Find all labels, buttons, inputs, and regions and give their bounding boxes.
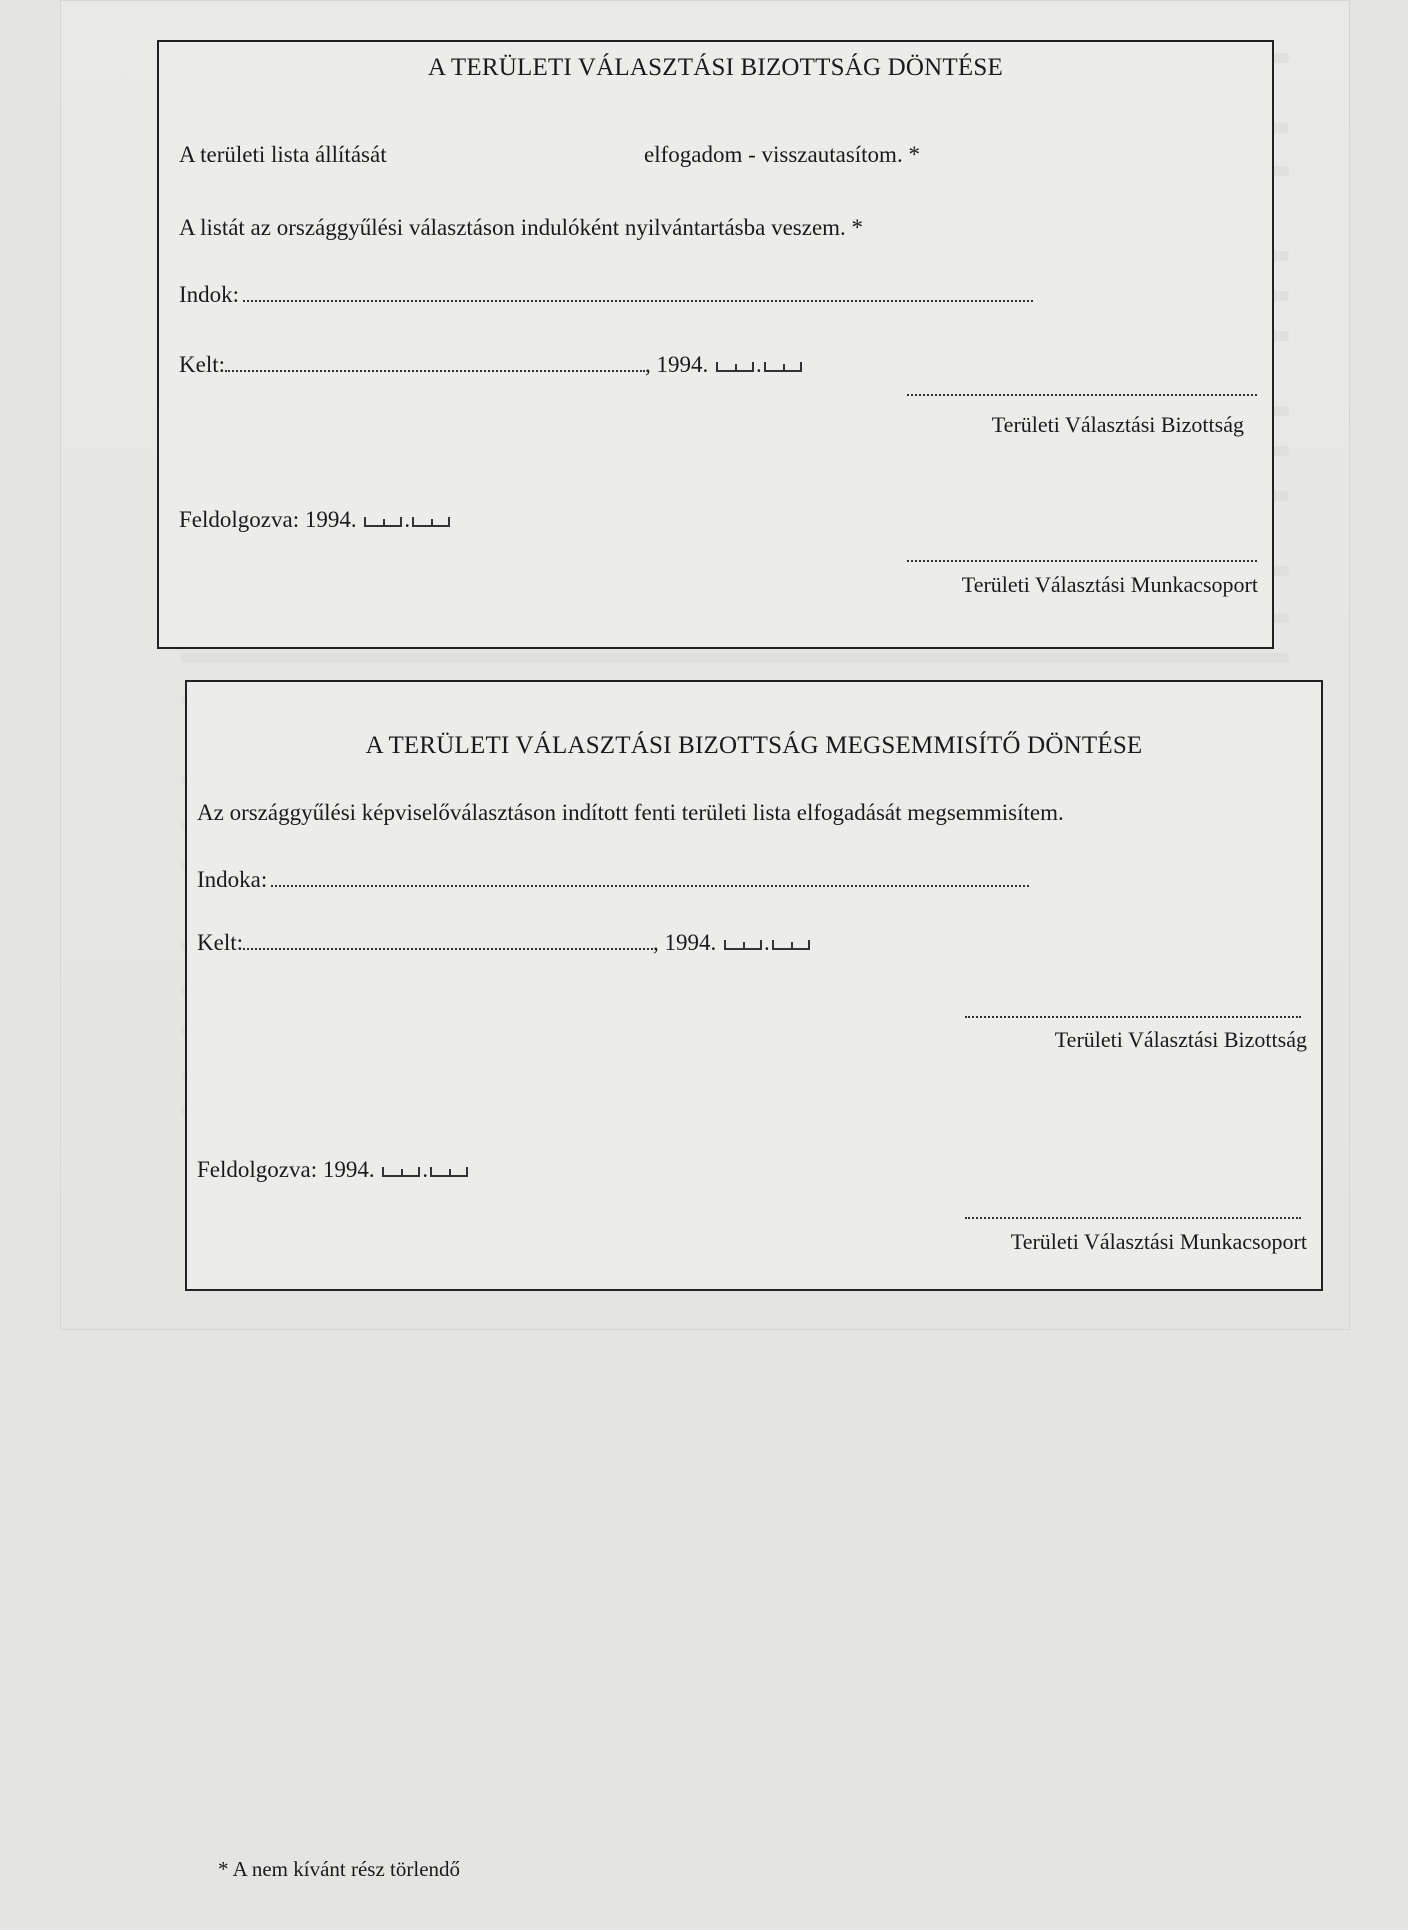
processed-month-box[interactable] — [364, 517, 402, 527]
list-acceptance-options[interactable]: elfogadom - visszautasítom. * — [644, 142, 920, 167]
annulment-processed-day-box[interactable] — [430, 1167, 468, 1177]
processed-day-box[interactable] — [412, 517, 450, 527]
annulment-box — [185, 680, 1323, 1291]
workgroup-signature-line[interactable] — [907, 560, 1257, 562]
workgroup-signature-label: Területi Választási Munkacsoport — [961, 572, 1258, 597]
committee-signature-line[interactable] — [907, 394, 1257, 396]
annulment-title: A TERÜLETI VÁLASZTÁSI BIZOTTSÁG MEGSEMMISÍTŐ DÖNTÉSE — [365, 732, 1143, 759]
annulment-reason-label: Indoka: — [197, 867, 268, 892]
date-label: Kelt: — [179, 352, 225, 377]
annulment-date-label: Kelt: — [197, 930, 243, 955]
annulment-processed-month-box[interactable] — [382, 1167, 420, 1177]
annulment-date-row: Kelt: , 1994. . — [197, 930, 812, 956]
committee-signature-label: Területi Választási Bizottság — [991, 412, 1244, 437]
reason-row — [179, 282, 1037, 308]
date-place-field[interactable] — [225, 367, 645, 372]
annulment-workgroup-signature-line[interactable] — [965, 1217, 1301, 1219]
annulment-date-year: , 1994. — [653, 930, 717, 955]
day-box[interactable] — [764, 362, 802, 372]
annulment-reason-field[interactable] — [271, 882, 1029, 887]
registration-sentence: A listát az országgyűlési választáson indulóként nyilvántartásba veszem. * — [179, 215, 864, 240]
processed-row: Feldolgozva: 1994. . — [179, 507, 452, 533]
annulment-committee-signature-line[interactable] — [965, 1016, 1301, 1018]
annulment-processed-row: Feldolgozva: 1994. . — [197, 1157, 470, 1183]
annulment-month-box[interactable] — [724, 940, 762, 950]
annulment-date-place-field[interactable] — [243, 945, 653, 950]
annulment-workgroup-signature-label: Területi Választási Munkacsoport — [1010, 1229, 1307, 1254]
date-row: Kelt: , 1994. . — [179, 352, 804, 378]
annulment-day-box[interactable] — [772, 940, 810, 950]
reason-label: Indok: — [179, 282, 240, 307]
annulment-processed-label: Feldolgozva: 1994. — [197, 1157, 375, 1182]
decision-box — [157, 40, 1274, 649]
annulment-reason-row — [197, 867, 1033, 893]
date-year: , 1994. — [645, 352, 709, 377]
footnote: * A nem kívánt rész törlendő — [218, 1857, 461, 1881]
processed-label: Feldolgozva: 1994. — [179, 507, 357, 532]
decision-title: A TERÜLETI VÁLASZTÁSI BIZOTTSÁG DÖNTÉSE — [428, 54, 1003, 81]
annulment-committee-signature-label: Területi Választási Bizottság — [1054, 1027, 1307, 1052]
month-box[interactable] — [716, 362, 754, 372]
annulment-sentence: Az országgyűlési képviselőválasztáson indított fenti területi lista elfogadását megsemmisítem. — [197, 800, 1064, 825]
reason-field[interactable] — [243, 297, 1033, 302]
list-acceptance-label: A területi lista állítását — [179, 142, 387, 167]
